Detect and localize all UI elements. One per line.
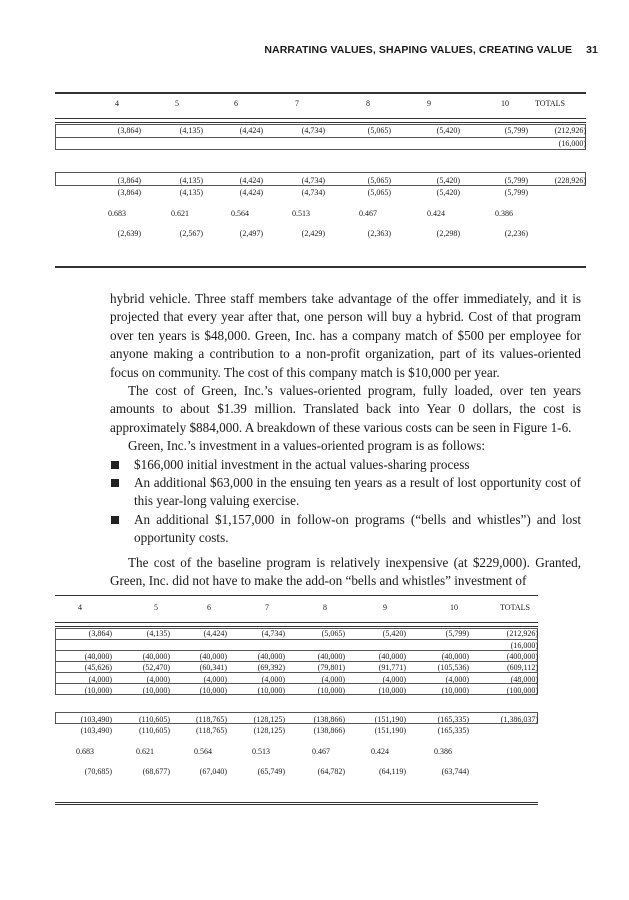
table-cell: (138,866) (313, 726, 345, 735)
table-cell: (79,801) (317, 663, 345, 672)
table-row (55, 229, 586, 241)
paragraph: The cost of Green, Inc.’s values-oriented program, fully loaded, over ten years amounts to about $1.39 million. Translated back into Year 0 dollars, the cost is approximately $884,000. A breakdown of these various costs can be seen in Figure 1-6. (110, 383, 581, 435)
table-cell: (3,864) (88, 629, 112, 638)
column-header: TOTALS (500, 603, 530, 612)
table-cell: (2,567) (179, 229, 203, 238)
table-cell: (5,420) (436, 188, 460, 197)
table-cell: (5,065) (367, 188, 391, 197)
table-row (55, 686, 538, 698)
column-header: 5 (154, 603, 158, 612)
table-cell: (2,429) (301, 229, 325, 238)
table-cell: (40,000) (441, 652, 469, 661)
column-header: 9 (427, 99, 431, 108)
table-cell: (5,799) (504, 126, 528, 135)
table-cell: (63,744) (441, 767, 469, 776)
table-cell: (5,420) (382, 629, 406, 638)
table-cell: (4,000) (203, 675, 227, 684)
column-header: 8 (323, 603, 327, 612)
table-cell: 0.467 (312, 747, 330, 756)
column-header: 7 (295, 99, 299, 108)
list-item: $166,000 initial investment in the actual values-sharing process (110, 456, 581, 474)
column-header: 10 (450, 603, 458, 612)
table-cell: (10,000) (142, 686, 170, 695)
cost-table-top (55, 92, 586, 267)
investment-list (110, 456, 581, 548)
table-cell: (4,135) (179, 126, 203, 135)
table-row (55, 726, 538, 738)
table-cell: 0.621 (136, 747, 154, 756)
table-cell: (40,000) (257, 652, 285, 661)
table-cell: (64,782) (317, 767, 345, 776)
table-cell: 0.513 (252, 747, 270, 756)
page-number: 31 (586, 44, 598, 56)
table-cell: (10,000) (378, 686, 406, 695)
table-cell: (4,000) (88, 675, 112, 684)
table-cell: (103,490) (80, 726, 112, 735)
column-header: 6 (234, 99, 238, 108)
table-cell: (110,605) (138, 715, 170, 724)
column-header: 5 (175, 99, 179, 108)
paragraph: The cost of the baseline program is relatively inexpensive (at $229,000). Granted, Green, Inc. did not have to make the add-on “bells and whistles” investment of (110, 554, 581, 589)
table-cell: (2,497) (239, 229, 263, 238)
bullet-square-icon (111, 479, 119, 487)
table-cell: (40,000) (142, 652, 170, 661)
column-header: 9 (383, 603, 387, 612)
table-cell: (118,765) (195, 726, 227, 735)
table-cell: (5,799) (504, 176, 528, 185)
table-rule (55, 622, 538, 623)
list-item: An additional $63,000 in the ensuing ten years as a result of lost opportunity cost of this year-long valuing exercise. (110, 474, 581, 511)
column-header: 10 (501, 99, 509, 108)
table-row (55, 209, 586, 221)
table-cell: (70,685) (84, 767, 112, 776)
table-cell: 0.564 (194, 747, 212, 756)
table-cell: (4,424) (203, 629, 227, 638)
table-cell: 0.564 (231, 209, 249, 218)
table-cell: (4,000) (445, 675, 469, 684)
body-text (110, 290, 581, 591)
table-cell: (3,864) (117, 176, 141, 185)
table-cell: 0.386 (434, 747, 452, 756)
table-cell: 0.513 (292, 209, 310, 218)
table-cell: (165,335) (437, 715, 469, 724)
cost-table-bottom (55, 595, 538, 805)
table-cell: (91,771) (378, 663, 406, 672)
table-cell: (60,341) (199, 663, 227, 672)
paragraph: hybrid vehicle. Three staff members take advantage of the offer immediately, and it is projected that every year after that, one person will buy a hybrid. Cost of that program over ten years is $48,000. Green, Inc. has a company match of $500 per employee for anyone making a contribution to a non-profit organization, part of its values-oriented focus on community. The cost of this company match is $10,000 per year. (110, 291, 581, 380)
table-cell: (40,000) (84, 652, 112, 661)
table-row (55, 188, 586, 200)
table-cell: (100,000) (506, 686, 538, 695)
table-cell: 0.424 (427, 209, 445, 218)
table-cell: (10,000) (257, 686, 285, 695)
table-cell: (4,135) (146, 629, 170, 638)
table-cell: 0.386 (495, 209, 513, 218)
bullet-square-icon (111, 461, 119, 469)
table-cell: (5,420) (436, 176, 460, 185)
bullet-square-icon (111, 516, 119, 524)
table-cell: (4,000) (146, 675, 170, 684)
table-cell: (4,424) (239, 126, 263, 135)
table-cell: 0.621 (171, 209, 189, 218)
table-row (55, 176, 586, 188)
table-cell: (128,125) (253, 715, 285, 724)
column-header: 6 (207, 603, 211, 612)
table-cell: (4,734) (301, 188, 325, 197)
table-cell: 0.683 (76, 747, 94, 756)
table-cell: (4,424) (239, 176, 263, 185)
running-title: NARRATING VALUES, SHAPING VALUES, CREATING VALUE (264, 44, 573, 56)
table-cell: (5,065) (367, 176, 391, 185)
table-rule (55, 122, 586, 123)
table-cell: (40,000) (317, 652, 345, 661)
table-cell: (67,040) (199, 767, 227, 776)
table-rule (55, 626, 538, 627)
column-header: TOTALS (535, 99, 565, 108)
table-rule (55, 595, 538, 596)
table-row (55, 767, 538, 779)
table-rule (55, 267, 586, 268)
table-cell: (10,000) (84, 686, 112, 695)
table-cell: (5,799) (504, 188, 528, 197)
table-cell: (212,926) (506, 629, 538, 638)
table-header-row (55, 99, 586, 111)
table-cell: (40,000) (378, 652, 406, 661)
paragraph: Green, Inc.’s investment in a values-oriented program is as follows: (128, 438, 486, 454)
table-header-row (55, 603, 538, 615)
table-cell: 0.683 (108, 209, 126, 218)
table-cell: (2,298) (436, 229, 460, 238)
table-cell: (609,112) (506, 663, 538, 672)
table-cell: (3,864) (117, 126, 141, 135)
table-cell: (16,000) (558, 139, 586, 148)
column-header: 4 (78, 603, 82, 612)
list-item: An additional $1,157,000 in follow-on programs (“bells and whistles”) and lost opportunity costs. (110, 511, 581, 548)
table-cell: (10,000) (441, 686, 469, 695)
table-cell: (128,125) (253, 726, 285, 735)
column-header: 7 (265, 603, 269, 612)
table-cell: (10,000) (317, 686, 345, 695)
table-cell: (4,424) (239, 188, 263, 197)
table-cell: (1,386,037) (500, 715, 538, 724)
table-cell: (105,536) (437, 663, 469, 672)
table-cell: (16,000) (510, 641, 538, 650)
table-cell: (4,734) (301, 126, 325, 135)
table-cell: (228,926) (554, 176, 586, 185)
table-cell: (151,190) (374, 715, 406, 724)
table-cell: (40,000) (199, 652, 227, 661)
table-row (55, 139, 586, 151)
table-cell: (400,000) (506, 652, 538, 661)
table-cell: (4,135) (179, 176, 203, 185)
table-cell: (4,734) (261, 629, 285, 638)
table-rule (55, 93, 586, 94)
table-cell: (2,639) (117, 229, 141, 238)
table-rule (55, 118, 586, 119)
table-cell: (5,065) (321, 629, 345, 638)
table-cell: (48,000) (510, 675, 538, 684)
table-cell: (4,000) (261, 675, 285, 684)
table-cell: (165,335) (437, 726, 469, 735)
table-rule (55, 802, 538, 803)
table-row (55, 663, 538, 675)
table-cell: (2,363) (367, 229, 391, 238)
table-cell: (4,734) (301, 176, 325, 185)
table-cell: (103,490) (80, 715, 112, 724)
table-cell: 0.424 (371, 747, 389, 756)
table-cell: (4,000) (382, 675, 406, 684)
table-cell: (45,626) (84, 663, 112, 672)
table-cell: (138,866) (313, 715, 345, 724)
table-cell: (110,605) (138, 726, 170, 735)
table-cell: (2,236) (504, 229, 528, 238)
table-cell: (68,677) (142, 767, 170, 776)
table-cell: (5,420) (436, 126, 460, 135)
table-rule (55, 804, 538, 805)
table-cell: (65,749) (257, 767, 285, 776)
table-row (55, 126, 586, 138)
table-cell: (212,926) (554, 126, 586, 135)
table-cell: (5,065) (367, 126, 391, 135)
table-cell: (3,864) (117, 188, 141, 197)
table-row (55, 747, 538, 759)
table-cell: (118,765) (195, 715, 227, 724)
table-cell: 0.467 (359, 209, 377, 218)
running-header (0, 44, 598, 56)
table-cell: (5,799) (445, 629, 469, 638)
table-cell: (52,470) (142, 663, 170, 672)
table-cell: (10,000) (199, 686, 227, 695)
table-cell: (69,392) (257, 663, 285, 672)
table-row (55, 629, 538, 641)
column-header: 8 (366, 99, 370, 108)
table-cell: (4,000) (321, 675, 345, 684)
table-cell: (4,135) (179, 188, 203, 197)
table-cell: (151,190) (374, 726, 406, 735)
table-cell: (64,119) (378, 767, 406, 776)
column-header: 4 (115, 99, 119, 108)
